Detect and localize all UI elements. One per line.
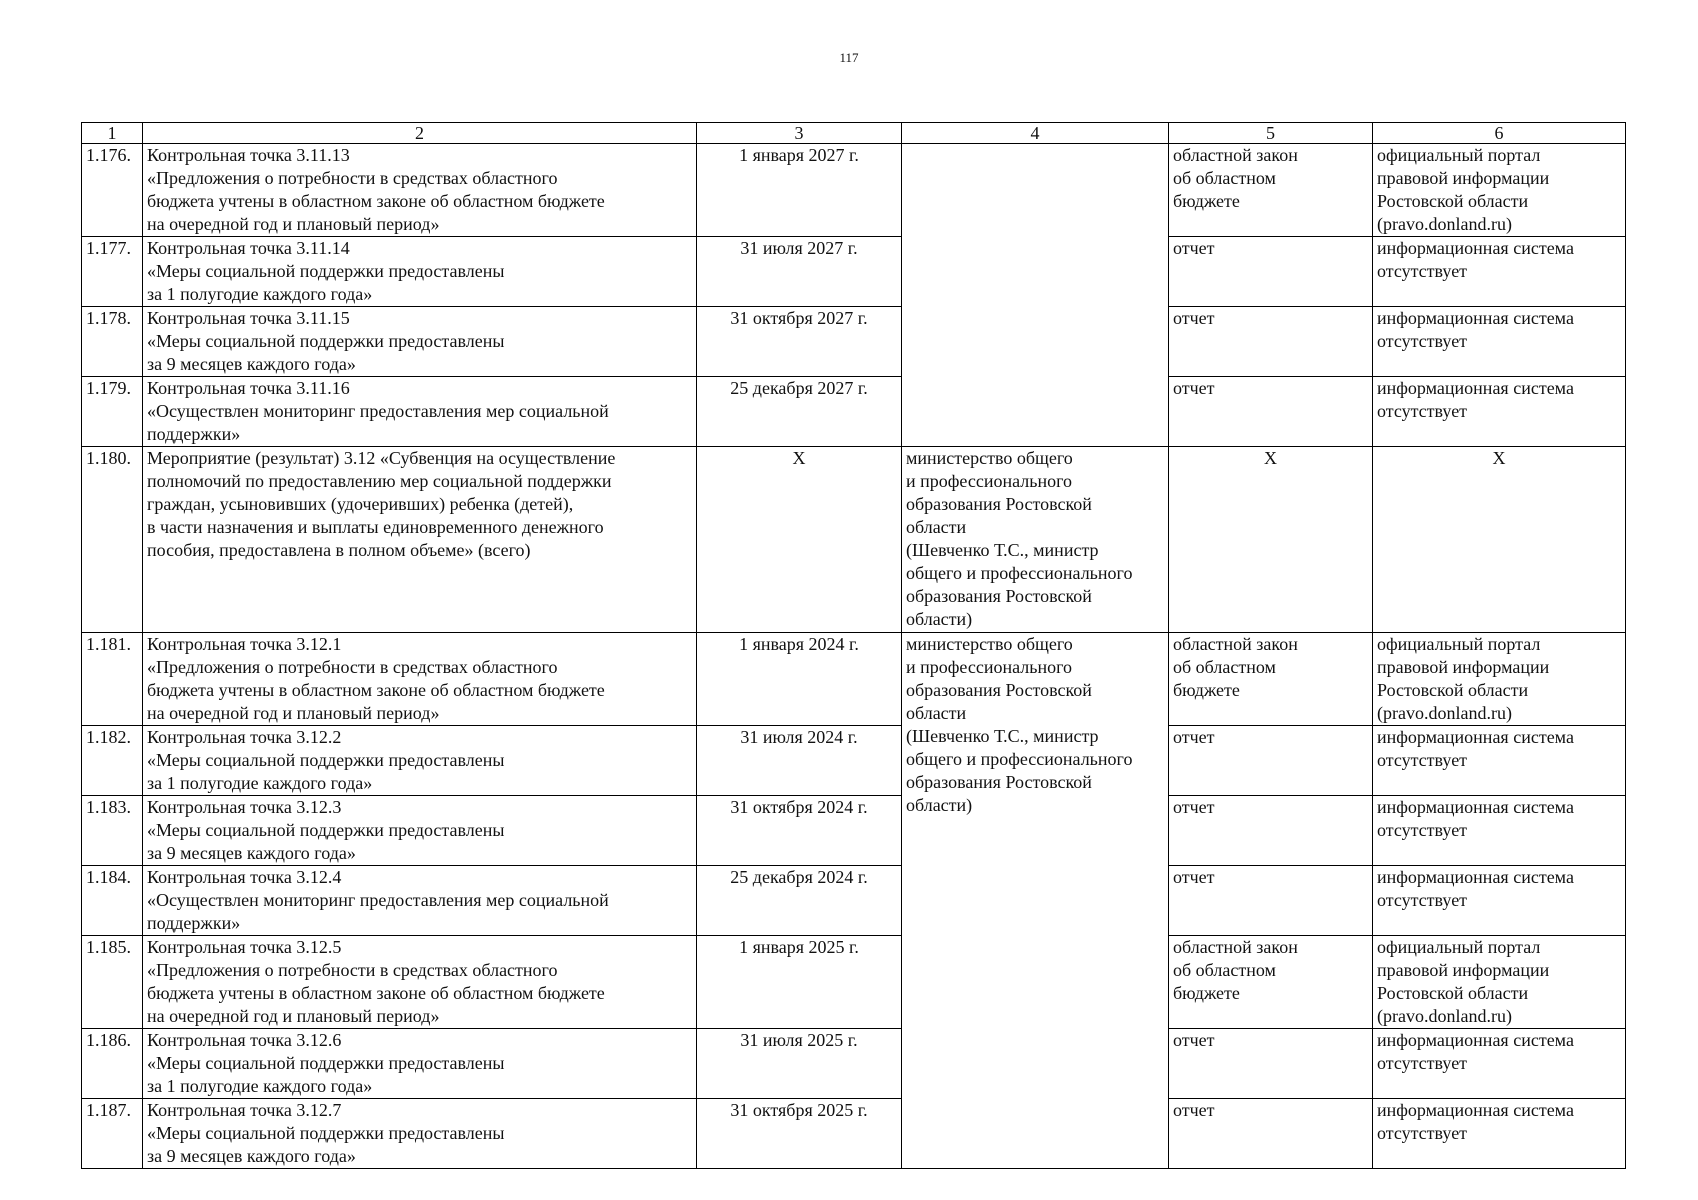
row-description: Контрольная точка 3.12.3 «Меры социальной поддержки предоставлены за 9 месяцев каждого года» [143,796,697,866]
row-number: 1.182. [82,726,143,796]
row-info-system: Х [1373,447,1626,633]
table-row [82,1029,1626,1099]
row-date: 31 июля 2027 г. [697,237,902,307]
row-info-system: официальный портал правовой информации Ростовской области (pravo.donland.ru) [1373,936,1626,1029]
table-row [82,726,1626,796]
row-responsible-empty [902,144,1169,447]
row-description: Контрольная точка 3.11.15 «Меры социальной поддержки предоставлены за 9 месяцев каждого года» [143,307,697,377]
row-document: отчет [1169,726,1373,796]
row-info-system: информационная система отсутствует [1373,1099,1626,1169]
row-number: 1.176. [82,144,143,237]
row-info-system: информационная система отсутствует [1373,796,1626,866]
table-row [82,447,1626,633]
row-document: областной закон об областном бюджете [1169,144,1373,237]
column-header: 1 [82,123,143,144]
row-description: Контрольная точка 3.11.16 «Осуществлен мониторинг предоставления мер социальной поддержки» [143,377,697,447]
table-row [82,1099,1626,1169]
row-date: 1 января 2025 г. [697,936,902,1029]
row-info-system: информационная система отсутствует [1373,866,1626,936]
row-number: 1.179. [82,377,143,447]
row-description: Контрольная точка 3.12.2 «Меры социальной поддержки предоставлены за 1 полугодие каждого года» [143,726,697,796]
column-header: 6 [1373,123,1626,144]
table-row [82,144,1626,237]
row-info-system: официальный портал правовой информации Ростовской области (pravo.donland.ru) [1373,633,1626,726]
table-row [82,237,1626,307]
row-number: 1.181. [82,633,143,726]
row-number: 1.180. [82,447,143,633]
page-number: 117 [839,50,859,65]
row-date: 25 декабря 2024 г. [697,866,902,936]
row-info-system: официальный портал правовой информации Ростовской области (pravo.donland.ru) [1373,144,1626,237]
row-description: Мероприятие (результат) 3.12 «Субвенция на осуществление полномочий по предоставлению мер социальной поддержки граждан, усыновивших (удочеривших) ребенка (детей), в части назначения и выплаты единовременного денежного пособия, предоставлена в полном объеме» (всего) [143,447,697,633]
row-info-system: информационная система отсутствует [1373,1029,1626,1099]
row-document: отчет [1169,796,1373,866]
column-header: 4 [902,123,1169,144]
table-row [82,936,1626,1029]
row-responsible: министерство общего и профессионального образования Ростовской области (Шевченко Т.С., министр общего и профессионального образования Ростовской области) [902,633,1169,1169]
row-date: 1 января 2027 г. [697,144,902,237]
row-description: Контрольная точка 3.11.13 «Предложения о потребности в средствах областного бюджета учтены в областном законе об областном бюджете на очередной год и плановый период» [143,144,697,237]
row-document: отчет [1169,866,1373,936]
column-header: 2 [143,123,697,144]
row-info-system: информационная система отсутствует [1373,237,1626,307]
row-number: 1.186. [82,1029,143,1099]
row-responsible: министерство общего и профессионального образования Ростовской области (Шевченко Т.С., министр общего и профессионального образования Ростовской области) [902,447,1169,633]
row-number: 1.177. [82,237,143,307]
row-date: 31 октября 2024 г. [697,796,902,866]
table-row [82,796,1626,866]
row-description: Контрольная точка 3.11.14 «Меры социальной поддержки предоставлены за 1 полугодие каждого года» [143,237,697,307]
row-description: Контрольная точка 3.12.4 «Осуществлен мониторинг предоставления мер социальной поддержки» [143,866,697,936]
row-document: отчет [1169,1029,1373,1099]
row-number: 1.178. [82,307,143,377]
row-description: Контрольная точка 3.12.7 «Меры социальной поддержки предоставлены за 9 месяцев каждого года» [143,1099,697,1169]
row-document: отчет [1169,1099,1373,1169]
row-document: областной закон об областном бюджете [1169,633,1373,726]
row-description: Контрольная точка 3.12.5 «Предложения о потребности в средствах областного бюджета учтены в областном законе об областном бюджете на очередной год и плановый период» [143,936,697,1029]
row-date: 25 декабря 2027 г. [697,377,902,447]
row-date: 31 июля 2024 г. [697,726,902,796]
row-description: Контрольная точка 3.12.1 «Предложения о потребности в средствах областного бюджета учтены в областном законе об областном бюджете на очередной год и плановый период» [143,633,697,726]
row-number: 1.187. [82,1099,143,1169]
table-row [82,377,1626,447]
row-document: Х [1169,447,1373,633]
table-row [82,633,1626,726]
row-document: областной закон об областном бюджете [1169,936,1373,1029]
column-header: 3 [697,123,902,144]
table-header-row [82,123,1626,144]
row-info-system: информационная система отсутствует [1373,377,1626,447]
row-document: отчет [1169,237,1373,307]
row-date: 1 января 2024 г. [697,633,902,726]
row-info-system: информационная система отсутствует [1373,726,1626,796]
row-info-system: информационная система отсутствует [1373,307,1626,377]
row-date: 31 октября 2025 г. [697,1099,902,1169]
table-row [82,866,1626,936]
row-date: Х [697,447,902,633]
column-header: 5 [1169,123,1373,144]
row-date: 31 октября 2027 г. [697,307,902,377]
row-number: 1.185. [82,936,143,1029]
row-number: 1.183. [82,796,143,866]
row-date: 31 июля 2025 г. [697,1029,902,1099]
row-document: отчет [1169,377,1373,447]
table-row [82,307,1626,377]
control-points-table [81,122,1626,1169]
row-document: отчет [1169,307,1373,377]
row-description: Контрольная точка 3.12.6 «Меры социальной поддержки предоставлены за 1 полугодие каждого года» [143,1029,697,1099]
row-number: 1.184. [82,866,143,936]
